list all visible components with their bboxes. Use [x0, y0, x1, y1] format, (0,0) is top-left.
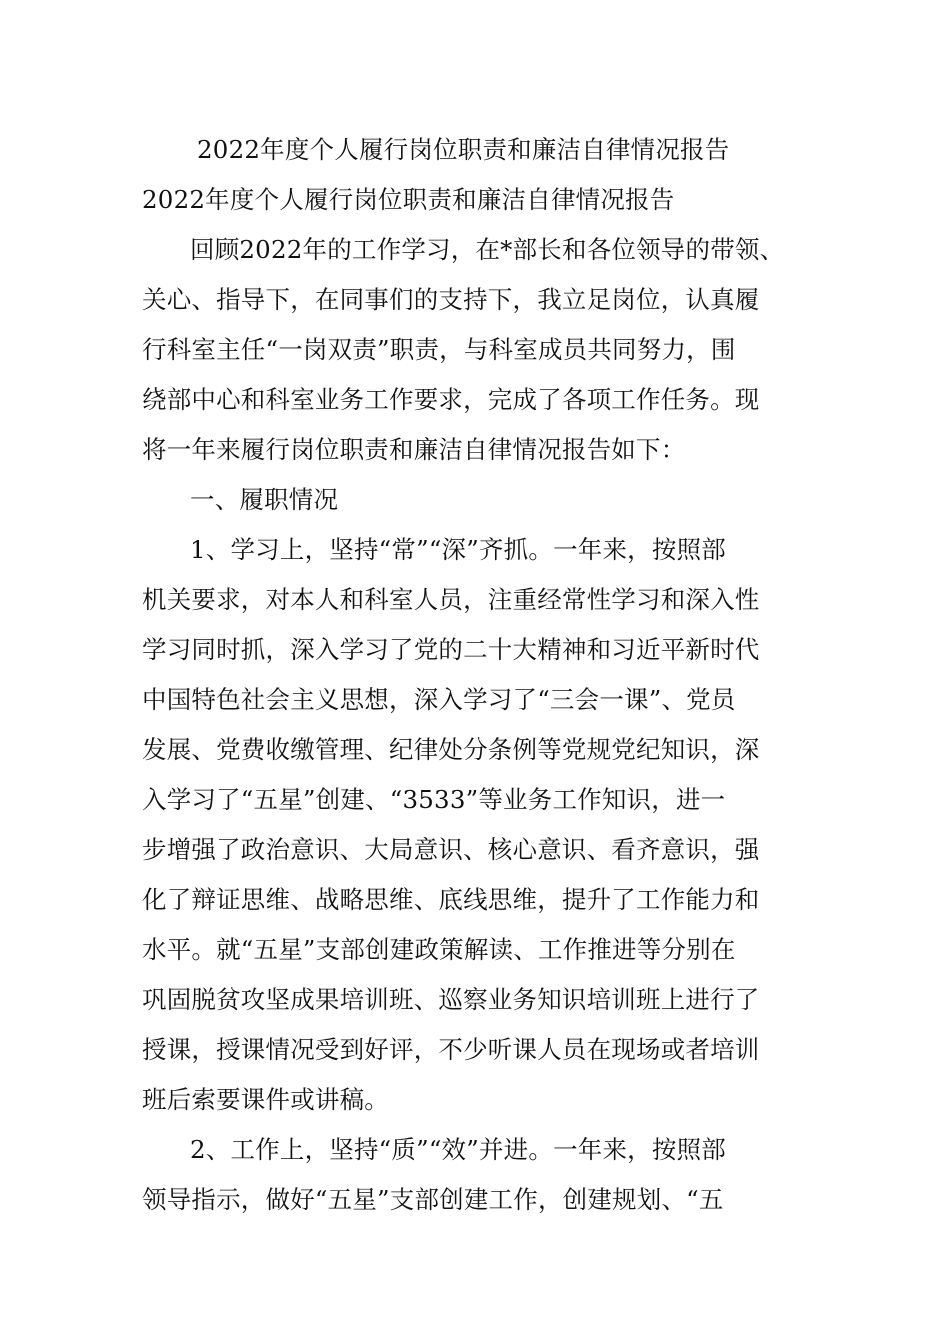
- paragraph-line: 2、工作上，坚持“质”“效”并进。一年来，按照部: [190, 1135, 726, 1164]
- paragraph-line: 领导指示，做好“五星”支部创建工作，创建规划、“五: [142, 1185, 724, 1214]
- paragraph-line: 机关要求，对本人和科室人员，注重经常性学习和深入性: [142, 585, 760, 614]
- paragraph-line: 入学习了“五星”创建、“3533”等业务工作知识，进一: [142, 785, 726, 814]
- paragraph-line: 将一年来履行岗位职责和廉洁自律情况报告如下：: [142, 435, 686, 464]
- paragraph-line: 行科室主任“一岗双责”职责，与科室成员共同努力，围: [142, 335, 736, 364]
- paragraph-line: 授课，授课情况受到好评，不少听课人员在现场或者培训: [142, 1035, 760, 1064]
- paragraph-line: 学习同时抓，深入学习了党的二十大精神和习近平新时代: [142, 635, 760, 664]
- section-heading: 一、履职情况: [190, 485, 339, 514]
- paragraph-line: 绕部中心和科室业务工作要求，完成了各项工作任务。现: [142, 385, 760, 414]
- paragraph-line: 1、学习上，坚持“常”“深”齐抓。一年来，按照部: [190, 535, 726, 564]
- paragraph-line: 班后索要课件或讲稿。: [142, 1085, 389, 1114]
- page-title: 2022年度个人履行岗位职责和廉洁自律情况报告: [197, 135, 730, 164]
- paragraph-line: 化了辩证思维、战略思维、底线思维，提升了工作能力和: [142, 885, 760, 914]
- paragraph-line: 关心、指导下，在同事们的支持下，我立足岗位，认真履: [142, 285, 760, 314]
- paragraph-line: 步增强了政治意识、大局意识、核心意识、看齐意识，强: [142, 835, 760, 864]
- paragraph-line: 中国特色社会主义思想，深入学习了“三会一课”、党员: [142, 685, 736, 714]
- paragraph-line: 巩固脱贫攻坚成果培训班、巡察业务知识培训班上进行了: [142, 985, 760, 1014]
- document-subtitle: 2022年度个人履行岗位职责和廉洁自律情况报告: [142, 185, 675, 214]
- paragraph-line: 回顾2022年的工作学习，在*部长和各位领导的带领、: [190, 235, 785, 264]
- paragraph-line: 水平。就“五星”支部创建政策解读、工作推进等分别在: [142, 935, 736, 964]
- paragraph-line: 发展、党费收缴管理、纪律处分条例等党规党纪知识，深: [142, 735, 760, 764]
